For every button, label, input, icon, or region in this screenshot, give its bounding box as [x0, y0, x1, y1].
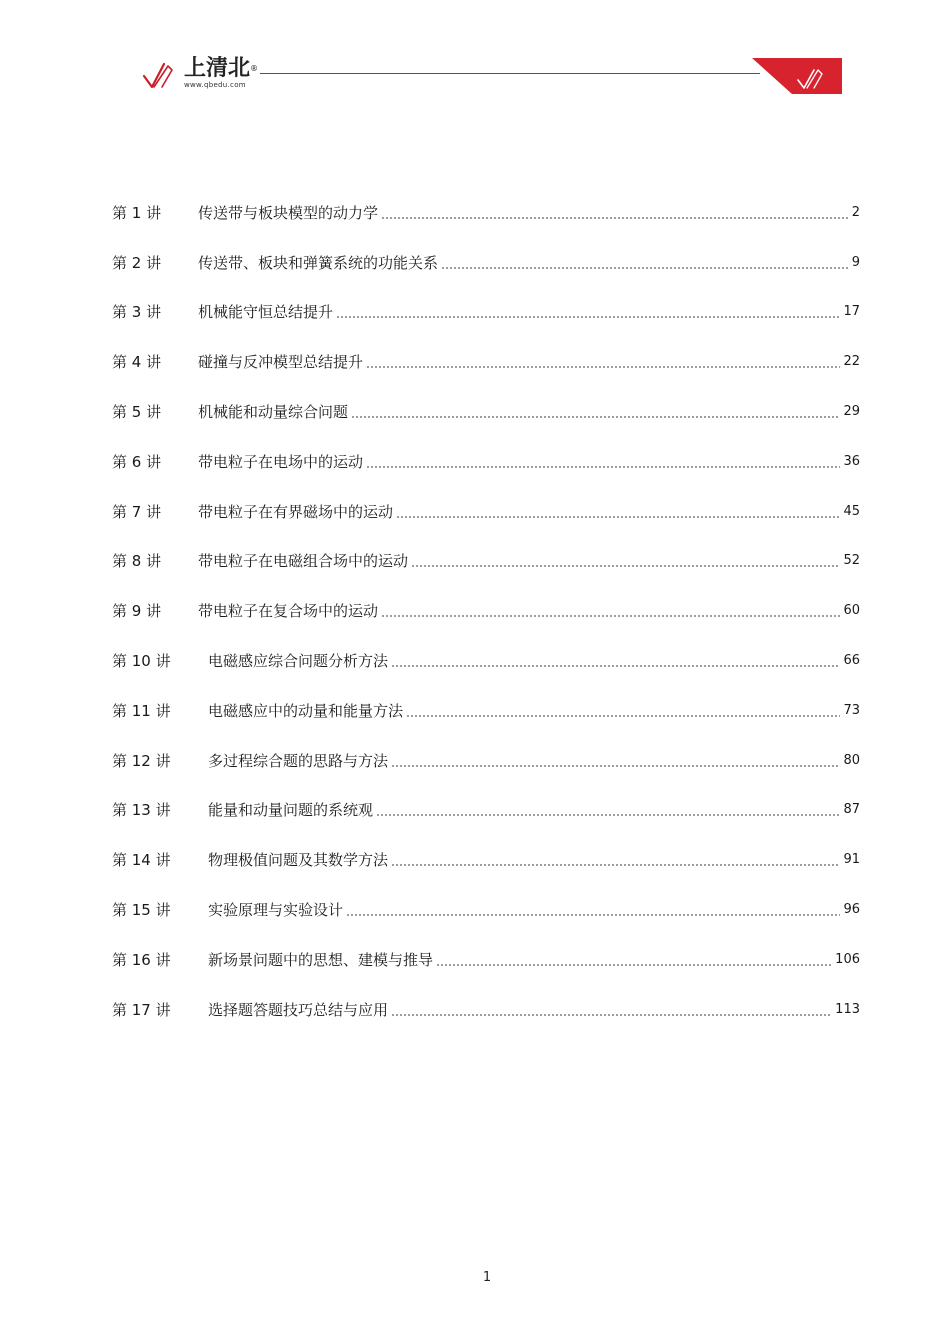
toc-dot-leader: [391, 765, 840, 767]
toc-entry-number: 第 1 讲: [112, 203, 162, 222]
toc-entry-title[interactable]: 实验原理与实验设计: [208, 901, 344, 920]
toc-entry-page[interactable]: 66: [843, 653, 860, 669]
toc-entry-title[interactable]: 带电粒子在电场中的运动: [198, 452, 364, 471]
toc-dot-leader: [391, 1014, 832, 1016]
toc-entry[interactable]: [112, 437, 860, 487]
toc-entry-page[interactable]: 29: [843, 404, 860, 420]
toc-entry-page[interactable]: 9: [851, 254, 860, 270]
toc-entry[interactable]: [112, 885, 860, 935]
toc-entry-number: 第 12 讲: [112, 751, 171, 770]
toc-entry[interactable]: [112, 985, 860, 1035]
toc-entry-title[interactable]: 带电粒子在有界磁场中的运动: [198, 502, 394, 521]
toc-entry-number: 第 2 讲: [112, 253, 162, 272]
toc-dot-leader: [406, 715, 840, 717]
toc-entry[interactable]: [112, 736, 860, 786]
toc-entry[interactable]: [112, 288, 860, 338]
toc-dot-leader: [336, 316, 840, 318]
toc-entry-page[interactable]: 73: [843, 702, 860, 718]
toc-entry-title[interactable]: 物理极值问题及其数学方法: [208, 851, 389, 870]
toc-dot-leader: [396, 516, 840, 518]
toc-entry[interactable]: [112, 238, 860, 288]
toc-entry-number: 第 7 讲: [112, 502, 162, 521]
toc-entry-title[interactable]: 传送带与板块模型的动力学: [198, 203, 379, 222]
toc-dot-leader: [441, 267, 849, 269]
toc-entry-title[interactable]: 碰撞与反冲模型总结提升: [198, 353, 364, 372]
toc-entry-number: 第 4 讲: [112, 353, 162, 372]
toc-entry-title[interactable]: 多过程综合题的思路与方法: [208, 751, 389, 770]
toc-dot-leader: [381, 615, 840, 617]
toc-entry-title[interactable]: 传送带、板块和弹簧系统的功能关系: [198, 253, 439, 272]
logo-text: 上清北®: [184, 56, 259, 81]
toc-entry[interactable]: [112, 786, 860, 836]
toc-entry-number: 第 11 讲: [112, 701, 171, 720]
toc-entry-page[interactable]: 80: [843, 752, 860, 768]
toc-entry-page[interactable]: 96: [843, 902, 860, 918]
toc-entry-title[interactable]: 选择题答题技巧总结与应用: [208, 1000, 389, 1019]
toc-entry-title[interactable]: 新场景问题中的思想、建模与推导: [208, 950, 434, 969]
header-corner-flag: [752, 58, 842, 94]
toc-entry-page[interactable]: 22: [843, 354, 860, 370]
toc-entry-title[interactable]: 电磁感应综合问题分析方法: [208, 652, 389, 671]
brand-logo: [142, 56, 262, 92]
toc-entry-number: 第 17 讲: [112, 1000, 171, 1019]
toc-entry-page[interactable]: 113: [835, 1001, 860, 1017]
toc-dot-leader: [346, 914, 840, 916]
toc-entry[interactable]: [112, 686, 860, 736]
toc-dot-leader: [366, 366, 840, 368]
toc-entry-title[interactable]: 电磁感应中的动量和能量方法: [208, 701, 404, 720]
toc-entry-number: 第 8 讲: [112, 552, 162, 571]
toc-dot-leader: [411, 565, 840, 567]
toc-entry-title[interactable]: 带电粒子在电磁组合场中的运动: [198, 552, 409, 571]
toc-entry-number: 第 5 讲: [112, 403, 162, 422]
toc-entry-page[interactable]: 87: [843, 802, 860, 818]
toc-dot-leader: [391, 864, 840, 866]
toc-entry-number: 第 10 讲: [112, 652, 171, 671]
toc-entry-number: 第 9 讲: [112, 602, 162, 621]
toc-entry-page[interactable]: 2: [851, 204, 860, 220]
toc-dot-leader: [436, 964, 832, 966]
toc-entry-title[interactable]: 机械能守恒总结提升: [198, 303, 334, 322]
toc-entry[interactable]: [112, 537, 860, 587]
toc-entry-number: 第 14 讲: [112, 851, 171, 870]
toc-entry-number: 第 15 讲: [112, 901, 171, 920]
toc-dot-leader: [381, 217, 849, 219]
toc-entry-number: 第 3 讲: [112, 303, 162, 322]
toc-entry[interactable]: [112, 586, 860, 636]
toc-entry-page[interactable]: 106: [835, 951, 860, 967]
toc-entry-page[interactable]: 91: [843, 852, 860, 868]
logo-url: www.qbedu.com: [184, 81, 246, 89]
header-divider: [260, 73, 760, 74]
toc-entry-page[interactable]: 45: [843, 503, 860, 519]
toc-entry[interactable]: [112, 337, 860, 387]
toc-dot-leader: [376, 814, 840, 816]
toc-entry-page[interactable]: 52: [843, 553, 860, 569]
page-header: [0, 0, 950, 100]
table-of-contents: [112, 188, 860, 1035]
toc-entry-page[interactable]: 17: [843, 304, 860, 320]
toc-entry-title[interactable]: 机械能和动量综合问题: [198, 403, 349, 422]
toc-entry-number: 第 13 讲: [112, 801, 171, 820]
toc-entry-title[interactable]: 能量和动量问题的系统观: [208, 801, 374, 820]
toc-entry[interactable]: [112, 188, 860, 238]
toc-dot-leader: [366, 466, 840, 468]
toc-entry[interactable]: [112, 835, 860, 885]
toc-dot-leader: [391, 665, 840, 667]
toc-entry-page[interactable]: 36: [843, 453, 860, 469]
toc-entry-page[interactable]: 60: [843, 603, 860, 619]
page-number: 1: [482, 1270, 492, 1285]
toc-entry-title[interactable]: 带电粒子在复合场中的运动: [198, 602, 379, 621]
toc-entry-number: 第 6 讲: [112, 452, 162, 471]
toc-entry[interactable]: [112, 935, 860, 985]
toc-entry-number: 第 16 讲: [112, 950, 171, 969]
toc-entry[interactable]: [112, 636, 860, 686]
toc-dot-leader: [351, 416, 840, 418]
toc-entry[interactable]: [112, 387, 860, 437]
logo-check-icon: [142, 60, 182, 90]
toc-entry[interactable]: [112, 487, 860, 537]
